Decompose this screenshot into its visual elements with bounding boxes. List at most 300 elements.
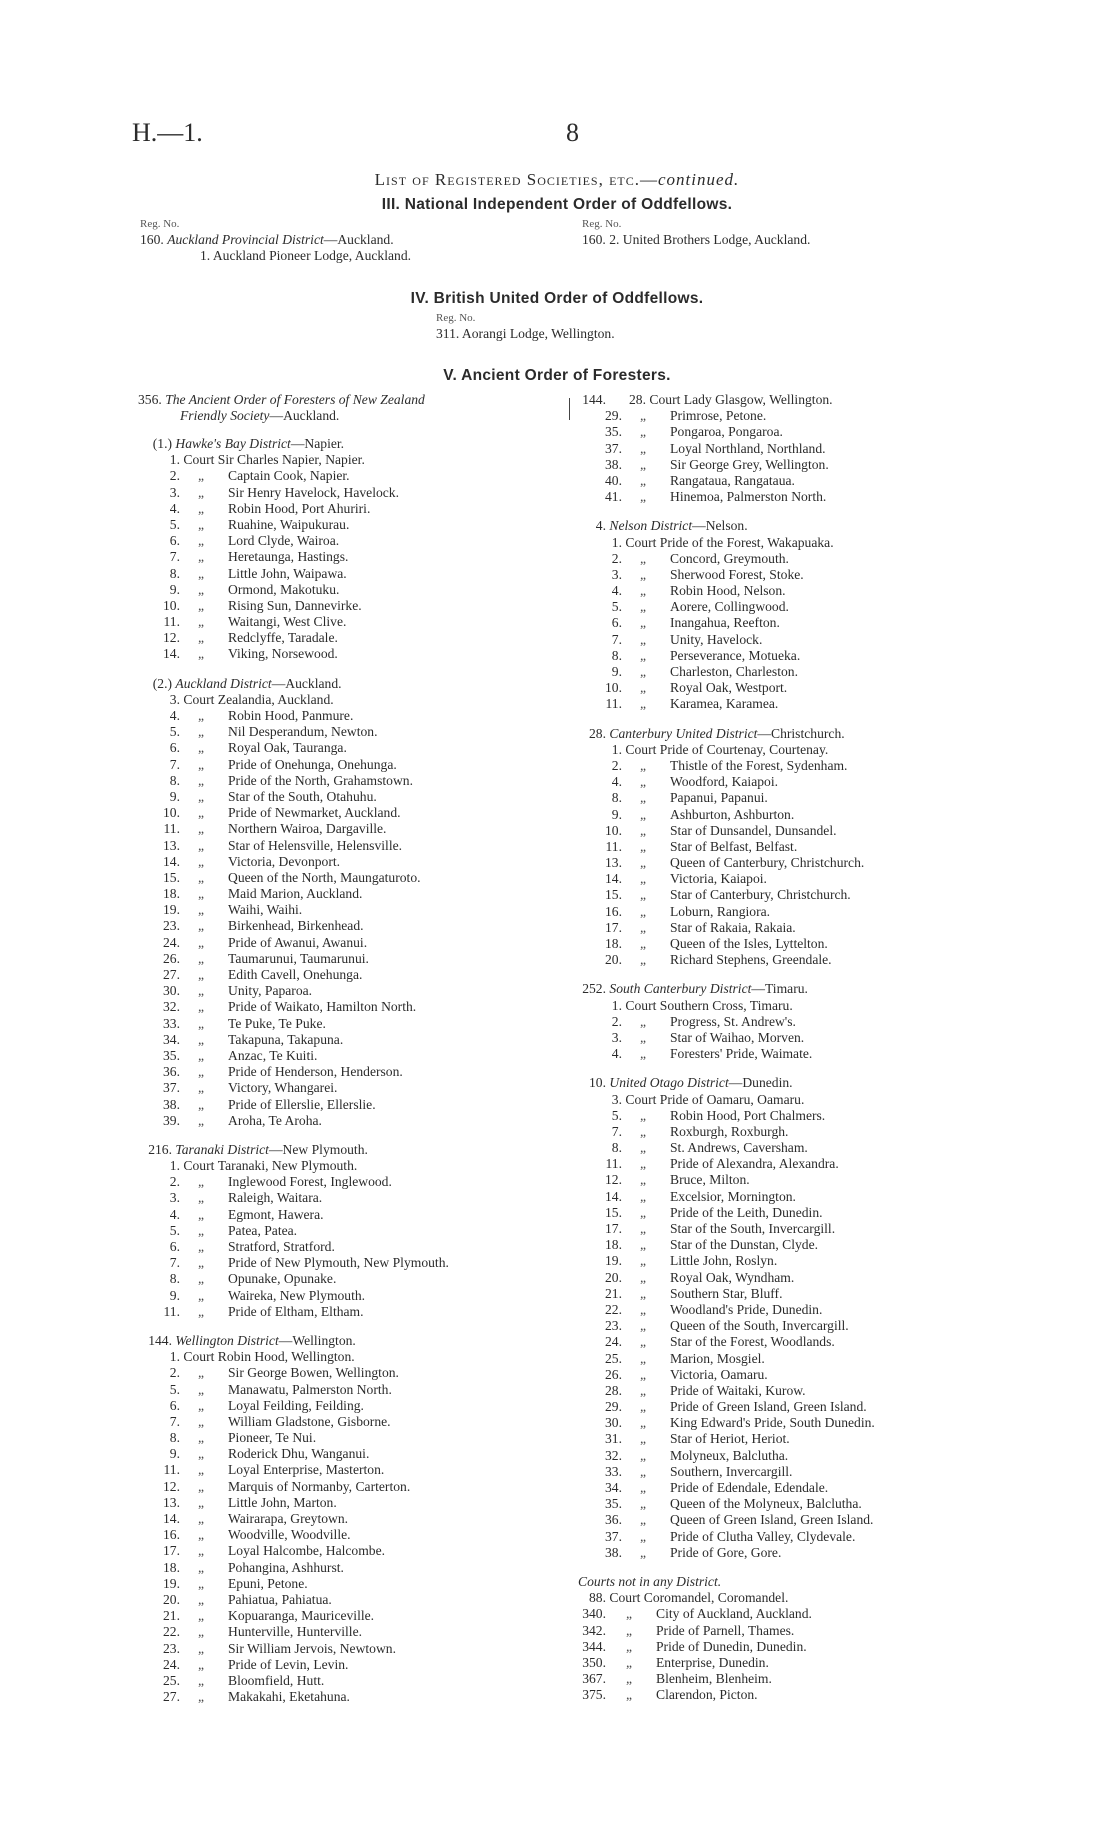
district-heading (578, 981, 1028, 997)
court-name: Manawatu, Palmerston North. (228, 1381, 392, 1397)
court-name: Hunterville, Hunterville. (228, 1624, 363, 1640)
ditto-mark: „ (639, 1512, 647, 1528)
ditto-mark: „ (639, 1188, 647, 1204)
court-number: 9. (169, 1446, 180, 1462)
court-entry (140, 452, 568, 468)
court-number: 2. (169, 468, 180, 484)
ditto-mark: „ (639, 1156, 647, 1172)
court-number: 8. (169, 565, 180, 581)
ditto-mark: „ (197, 950, 205, 966)
court-number: 14. (605, 1188, 622, 1204)
ditto-mark: „ (197, 853, 205, 869)
court-number: 24. (605, 1334, 622, 1350)
ditto-mark: „ (639, 664, 647, 679)
court-name: Pride of Onehunga, Onehunga. (228, 756, 397, 772)
court-number: 3. (611, 1091, 622, 1107)
court-name: St. Andrews, Caversham. (670, 1140, 808, 1156)
district-place: —Dunedin. (728, 1075, 793, 1091)
ditto-mark: „ (639, 472, 647, 488)
ditto-mark: „ (639, 936, 647, 951)
court-name: Royal Oak, Westport. (670, 680, 788, 696)
court-name: Lady Glasgow, Wellington. (683, 392, 833, 407)
court-name: City of Auckland, Auckland. (656, 1606, 812, 1622)
court-number: 1. (169, 1158, 180, 1174)
ditto-mark: „ (197, 1575, 205, 1591)
court-entry (140, 708, 568, 724)
court-number: 10. (163, 597, 180, 613)
court-number: 22. (605, 1301, 622, 1317)
court-name: Pride of Waikato, Hamilton North. (228, 999, 417, 1015)
ditto-mark: „ (639, 822, 647, 838)
court-number: 32. (605, 1447, 622, 1463)
court-name: Heretaunga, Hastings. (228, 549, 349, 565)
court-name: Robin Hood, Wellington. (217, 1349, 355, 1365)
court-entry (140, 1511, 568, 1527)
court-label: Court (183, 691, 215, 707)
court-entry (578, 567, 1028, 583)
court-number: 25. (163, 1672, 180, 1688)
court-number: 23. (163, 918, 180, 934)
court-entry (140, 1462, 568, 1478)
district-heading (140, 436, 568, 452)
court-number: 7. (611, 1123, 622, 1139)
court-number: 35. (605, 1496, 622, 1512)
ditto-mark: „ (639, 1544, 647, 1560)
district-place: —Nelson. (692, 518, 748, 534)
court-name: Patea, Patea. (228, 1222, 298, 1238)
court-name: Star of Dunsandel, Dunsandel. (670, 822, 837, 838)
court-entry (140, 630, 568, 646)
court-entry (140, 1097, 568, 1113)
court-entry (140, 1032, 568, 1048)
ditto-mark: „ (197, 967, 205, 982)
court-label: Court (609, 1590, 641, 1606)
court-number: 6. (611, 615, 622, 631)
ditto-mark: „ (197, 902, 205, 918)
court-number: 31. (605, 1431, 622, 1447)
ditto-mark: „ (197, 1080, 205, 1096)
court-entry (578, 1639, 1028, 1655)
court-name: Pride of Awanui, Awanui. (228, 934, 368, 950)
court-name: Loyal Enterprise, Masterton. (228, 1462, 385, 1478)
court-name: Te Puke, Te Puke. (228, 1015, 326, 1031)
ditto-mark: „ (639, 919, 647, 935)
ditto-mark: „ (197, 983, 205, 999)
ditto-mark: „ (639, 1528, 647, 1544)
court-name: Richard Stephens, Greendale. (670, 952, 832, 968)
court-entry (140, 1624, 568, 1640)
ditto-mark: „ (197, 886, 205, 902)
ditto-mark: „ (197, 788, 205, 804)
ditto-mark: „ (639, 1237, 647, 1253)
court-entry (578, 839, 1028, 855)
court-entry (140, 1304, 568, 1320)
ditto-mark: „ (197, 1255, 205, 1271)
court-entry (140, 1190, 568, 1206)
court-number: 1. (169, 452, 180, 468)
court-number: 9. (169, 1287, 180, 1303)
court-name: Pride of Alexandra, Alexandra. (670, 1156, 839, 1172)
ditto-mark: „ (197, 869, 205, 885)
court-number: 17. (163, 1543, 180, 1559)
court-entry (140, 1446, 568, 1462)
court-name: Northern Wairoa, Dargaville. (228, 821, 387, 837)
court-name: Pohangina, Ashhurst. (228, 1559, 344, 1575)
ditto-mark: „ (639, 1431, 647, 1447)
court-entry (578, 952, 1028, 968)
court-entry (140, 999, 568, 1015)
court-number: 20. (163, 1591, 180, 1607)
court-name: Sir Henry Havelock, Havelock. (228, 484, 399, 500)
court-number: 6. (169, 1397, 180, 1413)
court-number: 34. (163, 1031, 180, 1047)
ditto-mark: „ (639, 887, 647, 903)
court-number: 12. (163, 1478, 180, 1494)
court-name: Marquis of Normanby, Carterton. (228, 1478, 411, 1494)
court-number: 8. (611, 647, 622, 663)
court-number: 27. (163, 1689, 180, 1705)
court-number: 5. (169, 724, 180, 740)
court-entry (140, 566, 568, 582)
court-entry (140, 1158, 568, 1174)
court-number: 18. (605, 936, 622, 951)
court-name: Hinemoa, Palmerston North. (670, 489, 827, 505)
court-entry (578, 1318, 1028, 1334)
court-name: Karamea, Karamea. (670, 696, 779, 712)
ditto-mark: „ (197, 708, 205, 723)
heading-text: Courts not in any District. (578, 1573, 722, 1589)
court-number: 8. (611, 1140, 622, 1156)
court-name: Pride of Ellerslie, Ellerslie. (228, 1096, 376, 1112)
ditto-mark: „ (625, 1638, 633, 1654)
court-entry (140, 1174, 568, 1190)
court-name: Queen of Green Island, Green Island. (670, 1512, 874, 1528)
court-number: 15. (163, 869, 180, 885)
ditto-mark: „ (639, 1172, 647, 1188)
court-name: Foresters' Pride, Waimate. (670, 1046, 813, 1062)
court-name: Star of Helensville, Helensville. (228, 837, 403, 853)
court-entry (140, 1255, 568, 1271)
court-number: 1. (611, 997, 622, 1013)
court-name: Makakahi, Eketahuna. (228, 1689, 350, 1705)
court-number: 33. (163, 1015, 180, 1031)
court-number: 14. (163, 853, 180, 869)
ditto-mark: „ (639, 1463, 647, 1479)
court-number: 8. (611, 790, 622, 806)
court-name: Waireka, New Plymouth. (228, 1287, 366, 1303)
court-name: Bloomfield, Hutt. (228, 1672, 325, 1688)
court-name: Raleigh, Waitara. (228, 1190, 323, 1206)
ditto-mark: „ (197, 1511, 205, 1526)
ditto-mark: „ (197, 581, 205, 597)
ditto-mark: „ (197, 837, 205, 853)
court-number: 12. (605, 1172, 622, 1188)
court-entry (578, 1172, 1028, 1188)
court-number: 30. (605, 1415, 622, 1431)
court-number: 35. (605, 424, 622, 440)
section-3-right-reg-label: Reg. No. (582, 218, 622, 230)
court-name: Anzac, Te Kuiti. (228, 1047, 318, 1063)
court-number: 11. (605, 696, 622, 712)
ditto-mark: „ (639, 1415, 647, 1431)
court-entry (140, 918, 568, 934)
court-name: Edith Cavell, Onehunga. (228, 967, 363, 982)
court-number: 33. (605, 1463, 622, 1479)
court-number: 18. (163, 1559, 180, 1575)
court-number: 3. (611, 566, 622, 582)
court-entry (140, 1673, 568, 1689)
spacer (578, 505, 1028, 518)
section-3-left-entry (140, 232, 394, 248)
ditto-mark: „ (625, 1654, 633, 1670)
court-number: 2. (611, 1013, 622, 1029)
spacer (578, 1561, 1028, 1574)
court-number: 36. (605, 1512, 622, 1528)
ditto-mark: „ (197, 1478, 205, 1494)
court-entry (578, 1253, 1028, 1269)
court-entry (578, 441, 1028, 457)
court-number: 14. (163, 1511, 180, 1526)
court-entry (140, 549, 568, 565)
court-name: Pride of the North, Grahamstown. (228, 772, 413, 788)
ditto-mark: „ (197, 724, 205, 740)
court-entry (140, 517, 568, 533)
court-name: Marion, Mosgiel. (670, 1350, 765, 1366)
court-entry (578, 1399, 1028, 1415)
court-name: Little John, Roslyn. (670, 1253, 778, 1269)
court-name: Southern, Invercargill. (670, 1463, 793, 1479)
court-entry (140, 1382, 568, 1398)
court-number: 3. (169, 1190, 180, 1206)
court-number: 9. (611, 806, 622, 822)
ditto-mark: „ (197, 500, 205, 516)
court-entry (140, 1239, 568, 1255)
court-number: 29. (605, 1399, 622, 1415)
court-name: Rangataua, Rangataua. (670, 472, 795, 488)
court-name: Blenheim, Blenheim. (656, 1671, 772, 1687)
court-name: Molyneux, Balclutha. (670, 1447, 789, 1463)
court-name: Roderick Dhu, Wanganui. (228, 1446, 370, 1462)
court-name: Victory, Whangarei. (228, 1080, 338, 1096)
court-name: Waitangi, West Clive. (228, 614, 347, 630)
spacer (578, 968, 1028, 981)
ditto-mark: „ (197, 1365, 205, 1381)
court-label: Court (183, 1349, 215, 1365)
ditto-mark: „ (197, 756, 205, 772)
court-number: 4. (169, 500, 180, 516)
court-name: Pride of Newmarket, Auckland. (228, 805, 401, 821)
district-heading (578, 726, 1028, 742)
court-entry (578, 1092, 1028, 1108)
district-place: —Wellington. (278, 1332, 356, 1348)
ditto-mark: „ (639, 838, 647, 854)
ditto-mark: „ (639, 774, 647, 790)
court-number: 9. (611, 664, 622, 679)
court-name: Bruce, Milton. (670, 1172, 750, 1188)
ditto-mark: „ (639, 1496, 647, 1512)
ditto-mark: „ (625, 1606, 633, 1622)
ditto-mark: „ (625, 1687, 633, 1703)
court-number: 6. (169, 533, 180, 549)
district-place: —Napier. (290, 436, 345, 451)
court-number: 88. (589, 1590, 606, 1606)
court-entry (578, 473, 1028, 489)
court-name: Viking, Norsewood. (228, 646, 338, 662)
ditto-mark: „ (197, 1624, 205, 1640)
court-name: Victoria, Kaiapoi. (670, 871, 767, 887)
ditto-mark: „ (197, 597, 205, 613)
ditto-mark: „ (639, 631, 647, 647)
district-name: Taranaki District (175, 1141, 269, 1157)
district-number: (1.) (152, 436, 172, 451)
court-number: 3. (169, 484, 180, 500)
court-name: Aroha, Te Aroha. (228, 1112, 322, 1128)
ditto-mark: „ (197, 1174, 205, 1190)
ditto-mark: „ (197, 516, 205, 532)
district-number: 28. (589, 725, 606, 741)
ditto-mark: „ (197, 1672, 205, 1688)
court-entry (578, 1431, 1028, 1447)
ditto-mark: „ (639, 1221, 647, 1236)
court-name: Unity, Havelock. (670, 631, 763, 647)
ditto-mark: „ (639, 647, 647, 663)
court-number: 24. (163, 1656, 180, 1672)
court-name: Pride of the Leith, Dunedin. (670, 1204, 823, 1220)
court-label: Court (183, 1158, 215, 1174)
ditto-mark: „ (639, 952, 647, 968)
court-number: 8. (169, 1271, 180, 1287)
court-number: 15. (605, 887, 622, 903)
district-place: —Auckland. (323, 232, 394, 247)
section-3-right-entry: 160. 2. United Brothers Lodge, Auckland. (582, 232, 811, 247)
court-entry (140, 1223, 568, 1239)
ditto-mark: „ (639, 424, 647, 440)
court-entry (140, 854, 568, 870)
court-entry (140, 902, 568, 918)
court-number: 4. (611, 774, 622, 790)
ditto-mark: „ (197, 565, 205, 581)
court-name: Pride of the Forest, Wakapuaka. (659, 534, 834, 550)
court-entry (140, 501, 568, 517)
society-name-line-1: The Ancient Order of Foresters of New Zealand (165, 392, 425, 407)
ditto-mark: „ (197, 484, 205, 500)
ditto-mark: „ (197, 1640, 205, 1656)
court-entry (578, 632, 1028, 648)
court-name: Loburn, Rangiora. (670, 903, 771, 919)
ditto-mark: „ (197, 1096, 205, 1112)
court-label: Court (625, 1091, 657, 1107)
court-number: 21. (163, 1608, 180, 1624)
court-name: Inglewood Forest, Inglewood. (228, 1174, 392, 1190)
court-label: Court (625, 741, 657, 757)
ditto-mark: „ (197, 614, 205, 630)
court-name: Sir William Jervois, Newtown. (228, 1640, 396, 1656)
court-name: Pride of Eltham, Eltham. (228, 1303, 364, 1319)
ditto-mark: „ (197, 1397, 205, 1413)
court-name: Star of the Forest, Woodlands. (670, 1334, 835, 1350)
court-name: Pahiatua, Pahiatua. (228, 1591, 332, 1607)
court-name: Charleston, Charleston. (670, 664, 798, 679)
section-3-reg-label: Reg. No. (140, 218, 180, 230)
ditto-mark: „ (639, 566, 647, 582)
court-name: Pride of Waitaki, Kurow. (670, 1382, 806, 1398)
court-entry (578, 790, 1028, 806)
court-name: Unity, Paparoa. (228, 983, 313, 999)
court-entry (578, 920, 1028, 936)
court-name: Southern Cross, Timaru. (659, 997, 793, 1013)
court-number: 41. (605, 489, 622, 505)
court-label: Court (625, 997, 657, 1013)
court-entry (578, 758, 1028, 774)
court-number: 25. (605, 1350, 622, 1366)
court-name: Perseverance, Motueka. (670, 647, 801, 663)
court-name: Star of the South, Otahuhu. (228, 788, 377, 804)
court-number: 16. (163, 1527, 180, 1543)
ditto-mark: „ (197, 1239, 205, 1254)
court-name: Pride of Levin, Levin. (228, 1656, 349, 1672)
court-number: 5. (169, 1222, 180, 1238)
court-number: 15. (605, 1204, 622, 1220)
court-entry (578, 1189, 1028, 1205)
court-name: Rising Sun, Dannevirke. (228, 597, 362, 613)
court-name: Coromandel, Coromandel. (643, 1590, 789, 1606)
court-name: Woodland's Pride, Dunedin. (670, 1301, 823, 1317)
ditto-mark: „ (639, 1123, 647, 1139)
spacer (578, 713, 1028, 726)
ditto-mark: „ (197, 1430, 205, 1446)
ditto-mark: „ (639, 1285, 647, 1301)
court-entry (578, 1367, 1028, 1383)
ditto-mark: „ (197, 1689, 205, 1705)
ditto-mark: „ (639, 583, 647, 599)
section-4-entry: 311. Aorangi Lodge, Wellington. (436, 326, 615, 341)
court-entry (578, 998, 1028, 1014)
court-number: 340. (582, 1606, 606, 1622)
court-name: Loyal Halcombe, Halcombe. (228, 1543, 386, 1559)
court-name: Thistle of the Forest, Sydenham. (670, 757, 848, 773)
district-number: 10. (589, 1075, 606, 1091)
district-name: South Canterbury District (609, 981, 752, 997)
ditto-mark: „ (639, 408, 647, 424)
district-number: 144. (148, 1332, 172, 1348)
ditto-mark: „ (639, 599, 647, 615)
ditto-mark: „ (639, 1140, 647, 1156)
court-entry (140, 1430, 568, 1446)
ditto-mark: „ (639, 1399, 647, 1415)
court-number: 14. (605, 871, 622, 887)
court-number: 8. (169, 772, 180, 788)
ditto-mark: „ (639, 440, 647, 456)
court-number: 26. (163, 950, 180, 966)
court-name: Epuni, Petone. (228, 1575, 308, 1591)
court-entry (578, 583, 1028, 599)
court-name: Pride of Clutha Valley, Clydevale. (670, 1528, 856, 1544)
court-entry (578, 1606, 1028, 1622)
court-number: 11. (163, 1462, 180, 1478)
court-number: 17. (605, 919, 622, 935)
ditto-mark: „ (197, 1047, 205, 1063)
entry-num: 160. (140, 232, 164, 247)
court-number: 16. (605, 903, 622, 919)
court-label: Court (625, 534, 657, 550)
court-entry (578, 1623, 1028, 1639)
court-name: Queen of Canterbury, Christchurch. (670, 855, 865, 871)
section-4-reg-label: Reg. No. (436, 312, 476, 324)
court-entry (578, 535, 1028, 551)
ditto-mark: „ (197, 1559, 205, 1575)
district-heading (578, 1075, 1028, 1091)
court-number: 2. (611, 757, 622, 773)
